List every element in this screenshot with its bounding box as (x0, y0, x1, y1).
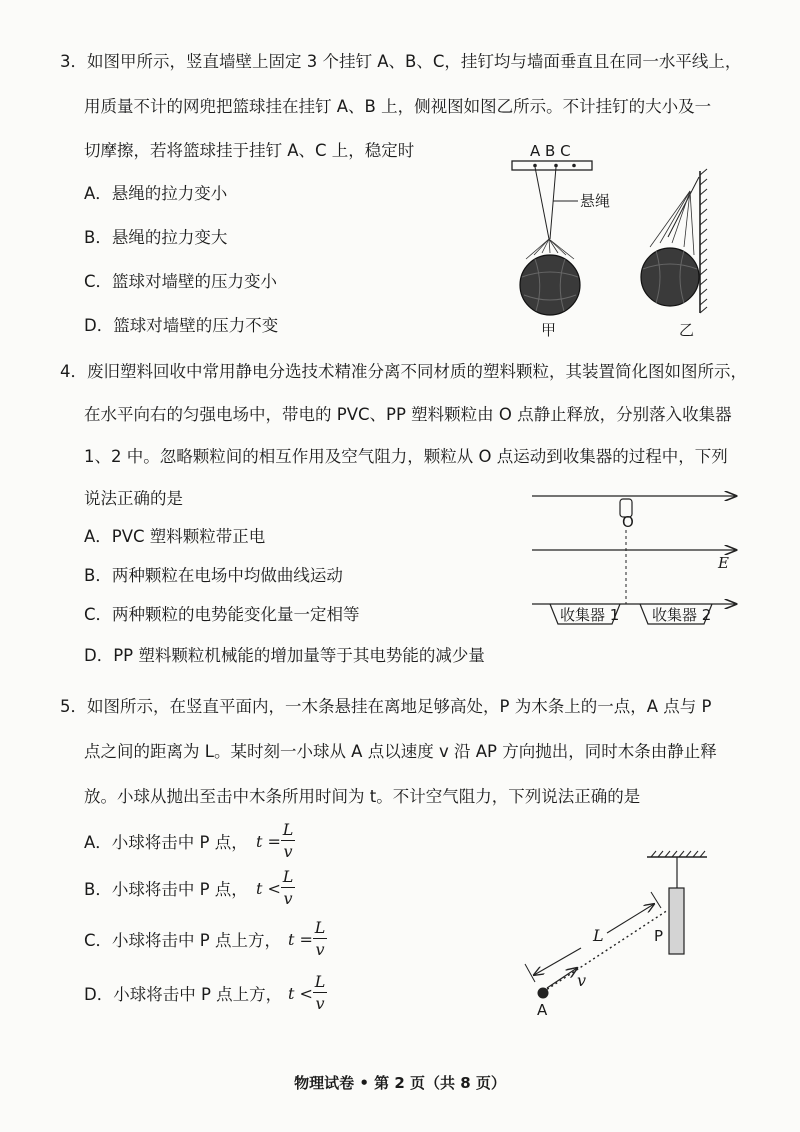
q3-peg-labels: A B C (530, 142, 571, 160)
q5-stem-line3: 放。小球从抛出至击中木条所用时间为 t。不计空气阻力，下列说法正确的是 (84, 787, 641, 806)
q3-caption-right: 乙 (679, 321, 695, 339)
q5-option-c-relation: t = (288, 930, 313, 949)
q5-option-a: A．小球将击中 P 点， (84, 833, 248, 852)
page-footer: 物理试卷 • 第 2 页（共 8 页） (294, 1074, 506, 1092)
q5-option-a-frac-den: v (283, 842, 293, 861)
q5-label-v: v (577, 971, 587, 990)
q5-option-c-frac-num: L (314, 918, 326, 937)
q4-stem-line2: 在水平向右的匀强电场中，带电的 PVC、PP 塑料颗粒由 O 点静止释放，分别落入收集器 (84, 405, 732, 424)
q3-figure (500, 155, 720, 325)
q3-option-d: D．篮球对墙壁的压力不变 (84, 316, 279, 335)
q5-stem-line1: 5．如图所示，在竖直平面内，一木条悬挂在离地足够高处，P 为木条上的一点，A 点与 P (60, 697, 712, 716)
q5-option-d-frac-num: L (314, 972, 326, 991)
q5-label-a: A (537, 1001, 548, 1019)
q4-stem-line3: 1、2 中。忽略颗粒间的相互作用及空气阻力，颗粒从 O 点运动到收集器的过程中，下列 (84, 447, 728, 466)
q4-stem-line4: 说法正确的是 (84, 489, 183, 508)
q5-option-b-relation: t < (256, 879, 281, 898)
q3-option-b: B．悬绳的拉力变大 (84, 228, 228, 247)
q5-label-p: P (654, 927, 664, 945)
q5-option-d-relation: t < (288, 984, 313, 1003)
q3-stem-line2: 用质量不计的网兜把篮球挂在挂钉 A、B 上，侧视图如图乙所示。不计挂钉的大小及一 (84, 97, 712, 116)
q5-option-a-frac-num: L (282, 820, 294, 839)
q3-stem-line3: 切摩擦，若将篮球挂于挂钉 A、C 上，稳定时 (84, 141, 415, 160)
q3-rope-label: 悬绳 (580, 192, 611, 210)
q5-stem-line2: 点之间的距离为 L。某时刻一小球从 A 点以速度 v 沿 AP 方向抛出，同时木条由静止释 (84, 742, 717, 761)
q4-option-d: D．PP 塑料颗粒机械能的增加量等于其电势能的减少量 (84, 646, 485, 665)
q5-option-b-frac-num: L (282, 867, 294, 886)
q5-option-c: C．小球将击中 P 点上方， (84, 931, 281, 950)
q4-collector-2: 收集器 2 (652, 606, 712, 624)
q5-label-l: L (593, 926, 604, 945)
q4-field-e: E (718, 554, 729, 572)
q3-caption-left: 甲 (541, 321, 557, 339)
q3-option-a: A．悬绳的拉力变小 (84, 184, 228, 203)
q3-option-c: C．篮球对墙壁的压力变小 (84, 272, 278, 291)
q5-option-d: D．小球将击中 P 点上方， (84, 985, 283, 1004)
q5-figure (515, 848, 715, 1018)
q4-option-a: A．PVC 塑料颗粒带正电 (84, 527, 266, 546)
q4-stem-line1: 4．废旧塑料回收中常用静电分选技术精准分离不同材质的塑料颗粒，其装置简化图如图所示， (60, 362, 747, 381)
q5-option-d-frac-den: v (315, 994, 325, 1013)
q5-option-c-frac-den: v (315, 940, 325, 959)
q4-point-o: O (622, 513, 634, 531)
q3-stem-line1: 3．如图甲所示，竖直墙壁上固定 3 个挂钉 A、B、C，挂钉均与墙面垂直且在同一水平线上， (60, 52, 742, 71)
q4-collector-1: 收集器 1 (560, 606, 620, 624)
q4-option-c: C．两种颗粒的电势能变化量一定相等 (84, 605, 360, 624)
q5-option-b: B．小球将击中 P 点， (84, 880, 248, 899)
q4-option-b: B．两种颗粒在电场中均做曲线运动 (84, 566, 343, 585)
q5-option-b-frac-den: v (283, 889, 293, 908)
q5-option-a-relation: t = (256, 832, 281, 851)
